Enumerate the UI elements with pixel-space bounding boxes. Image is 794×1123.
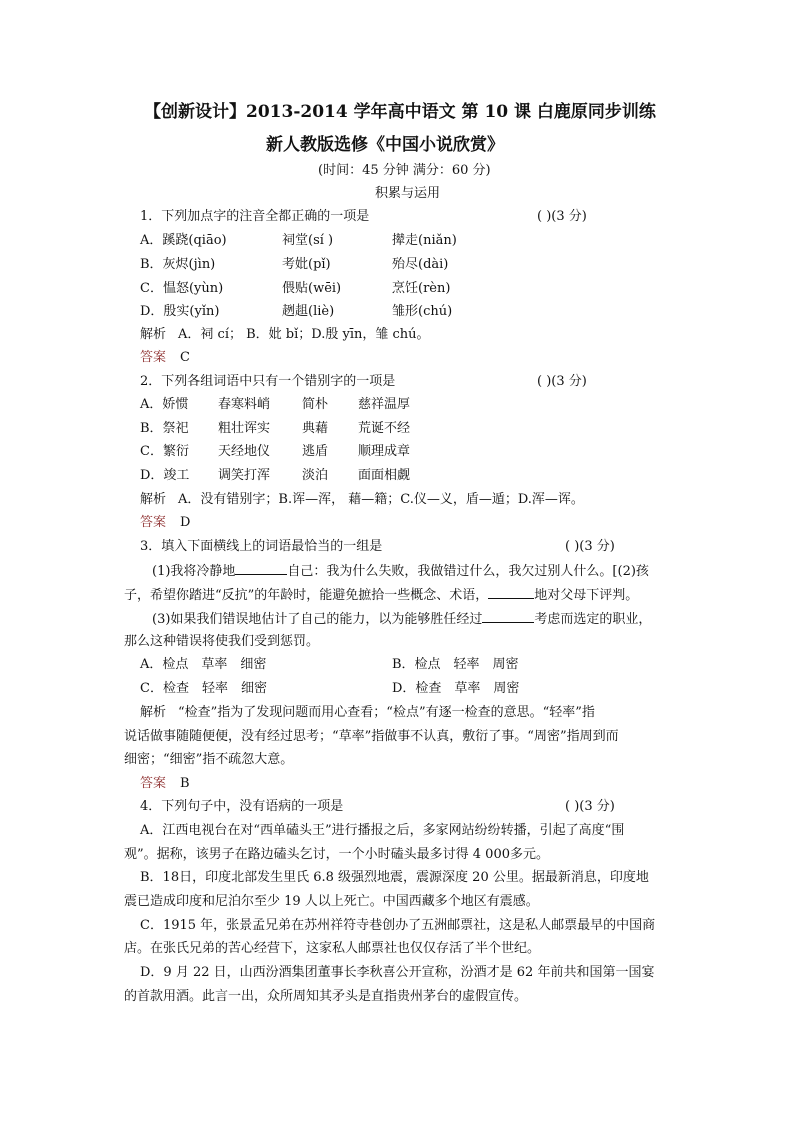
q2-analysis bbox=[140, 492, 584, 508]
q4-option-d-line2: 的首款用酒。此言一出，众所周知其矛头是直指贵州茅台的虚假宣传。 bbox=[124, 989, 528, 1004]
section-heading: 积累与运用 bbox=[375, 186, 441, 201]
q1-option-b-2: 考妣(pǐ) bbox=[282, 257, 331, 272]
q2-option-c-2: 天经地仪 bbox=[218, 444, 271, 459]
q2-score: ( )(3 分) bbox=[537, 374, 587, 389]
q3-stem: 3．填入下面横线上的词语最恰当的一组是 bbox=[140, 539, 383, 554]
q4-option-c-line2: 店。在张氏兄弟的苦心经营下，这家私人邮票社也仅仅存活了半个世纪。 bbox=[124, 941, 541, 956]
q2-option-a-1: A．娇惯 bbox=[140, 397, 189, 412]
q3-option-d: D．检查 草率 周密 bbox=[392, 681, 520, 696]
q1-answer bbox=[140, 350, 190, 366]
q3-sentence-4: 那么这种错误将使我们受到惩罚。 bbox=[124, 634, 320, 649]
doc-title-line2: 新人教版选修《中国小说欣赏》 bbox=[266, 135, 504, 155]
q2-option-d-3: 淡泊 bbox=[302, 468, 329, 483]
q4-stem: 4．下列句子中，没有语病的一项是 bbox=[140, 799, 344, 814]
doc-title-line1: 【创新设计】2013-2014 学年高中语文 第 10 课 白鹿原同步训练 bbox=[144, 102, 656, 122]
answer-label: 答案 bbox=[140, 776, 167, 791]
q3-sentence-2-start: 子，希望你踏进“反抗”的年龄时，能避免摭拾一些概念、术语， bbox=[124, 588, 489, 603]
q1-stem: 1．下列加点字的注音全都正确的一项是 bbox=[140, 209, 370, 224]
q2-option-a-3: 简朴 bbox=[302, 397, 329, 412]
q3-analysis-1 bbox=[140, 705, 595, 721]
q3-analysis-text-1: “检查”指为了发现问题而用心查看；“检点”有逐一检查的意思。“轻率”指 bbox=[178, 705, 595, 720]
q2-option-c-4: 顺理成章 bbox=[358, 444, 411, 459]
exam-meta: (时间：45 分钟 满分：60 分) bbox=[318, 163, 491, 178]
q2-answer-value: D bbox=[180, 515, 191, 530]
q3-blank-1 bbox=[235, 562, 287, 575]
q3-option-a: A．检点 草率 细密 bbox=[140, 657, 267, 672]
q3-analysis-2: 说话做事随随便便，没有经过思考；“草率”指做事不认真，敷衍了事。“周密”指周到而 bbox=[124, 729, 619, 744]
q4-option-a-line2: 观”。据称，该男子在路边磕头乞讨，一个小时磕头最多讨得 4 000多元。 bbox=[124, 847, 549, 862]
q2-answer bbox=[140, 515, 190, 531]
q3-sentence-2 bbox=[124, 586, 638, 604]
q3-answer-value: B bbox=[180, 776, 190, 791]
q3-score: ( )(3 分) bbox=[565, 539, 615, 554]
q1-analysis bbox=[140, 327, 430, 343]
q1-option-d-3: 雏形(chú) bbox=[392, 304, 453, 319]
q1-option-a-2: 祠堂(sí ) bbox=[282, 233, 334, 248]
q1-option-c-2: 偎贴(wēi) bbox=[282, 281, 342, 296]
q2-option-a-4: 慈祥温厚 bbox=[358, 397, 411, 412]
answer-label: 答案 bbox=[140, 515, 167, 530]
q1-option-d-1: D．殷实(yǐn) bbox=[140, 304, 220, 319]
q3-answer bbox=[140, 776, 190, 792]
analysis-label: 解析 bbox=[140, 705, 167, 720]
q4-option-c-line1: C．1915 年，张景孟兄弟在苏州祥符寺巷创办了五洲邮票社，这是私人邮票最早的中国商 bbox=[140, 918, 656, 933]
q1-option-b-3: 殆尽(dài) bbox=[392, 257, 449, 272]
analysis-label: 解析 bbox=[140, 492, 167, 507]
analysis-label: 解析 bbox=[140, 327, 167, 342]
q2-option-b-2: 粗壮诨实 bbox=[218, 421, 271, 436]
answer-label: 答案 bbox=[140, 350, 167, 365]
q1-option-c-1: C．愠怒(yùn) bbox=[140, 281, 224, 296]
q3-sentence-3-end: 考虑而选定的职业， bbox=[534, 612, 652, 627]
q3-sentence-1-end: 自己：我为什么失败，我做错过什么，我欠过别人什么。[(2)孩 bbox=[287, 564, 649, 579]
q3-analysis-3: 细密；“细密”指不疏忽大意。 bbox=[124, 752, 294, 767]
q2-option-d-4: 面面相觑 bbox=[358, 468, 411, 483]
q1-analysis-text: A．祠 cí； B．妣 bǐ；D.殷 yīn，雏 chú。 bbox=[178, 327, 430, 342]
q3-sentence-1 bbox=[152, 562, 649, 580]
q3-sentence-2-end: 地对父母下评判。 bbox=[534, 588, 639, 603]
q2-option-d-2: 调笑打浑 bbox=[218, 468, 271, 483]
q4-option-a-line1: A．江西电视台在对“西单磕头王”进行播报之后，多家网站纷纷转播，引起了高度“围 bbox=[140, 823, 625, 838]
q1-answer-value: C bbox=[180, 350, 190, 365]
q1-option-b-1: B．灰烬(jìn) bbox=[140, 257, 216, 272]
q3-option-c: C．检查 轻率 细密 bbox=[140, 681, 267, 696]
q2-option-b-1: B．祭祀 bbox=[140, 421, 189, 436]
q2-option-c-3: 逃盾 bbox=[302, 444, 329, 459]
q1-score: ( )(3 分) bbox=[537, 209, 587, 224]
q1-option-c-3: 烹饪(rèn) bbox=[392, 281, 451, 296]
q2-stem: 2．下列各组词语中只有一个错别字的一项是 bbox=[140, 374, 396, 389]
q1-option-a-1: A．蹊跷(qiāo) bbox=[140, 233, 227, 248]
q2-option-c-1: C．繁衍 bbox=[140, 444, 189, 459]
q2-option-a-2: 春寒料峭 bbox=[218, 397, 271, 412]
q3-blank-2 bbox=[488, 586, 534, 599]
q4-option-d-line1: D．9 月 22 日，山西汾酒集团董事长李秋喜公开宣称，汾酒才是 62 年前共和国第一国宴 bbox=[140, 965, 655, 980]
q2-option-b-3: 典藉 bbox=[302, 421, 329, 436]
q3-sentence-1-start: (1)我将冷静地 bbox=[152, 564, 236, 579]
q2-option-d-1: D．竣工 bbox=[140, 468, 190, 483]
q4-option-b-line1: B．18日，印度北部发生里氏 6.8 级强烈地震，震源深度 20 公里。据最新消息，印度地 bbox=[140, 870, 649, 885]
q1-option-d-2: 趔趄(liè) bbox=[282, 304, 335, 319]
q3-sentence-3-start: (3)如果我们错误地估计了自己的能力，以为能够胜任经过 bbox=[152, 612, 483, 627]
q2-option-b-4: 荒诞不经 bbox=[358, 421, 411, 436]
q2-analysis-text: A．没有错别字；B.诨—浑， 藉—籍；C.仪—义，盾—遁；D.浑—诨。 bbox=[178, 492, 584, 507]
q3-sentence-3 bbox=[152, 610, 651, 628]
q4-score: ( )(3 分) bbox=[565, 799, 615, 814]
q3-option-b: B．检点 轻率 周密 bbox=[392, 657, 519, 672]
q4-option-b-line2: 震已造成印度和尼泊尔至少 19 人以上死亡。中国西藏多个地区有震感。 bbox=[124, 894, 539, 909]
q1-option-a-3: 撵走(niǎn) bbox=[392, 233, 457, 248]
q3-blank-3 bbox=[482, 610, 534, 623]
